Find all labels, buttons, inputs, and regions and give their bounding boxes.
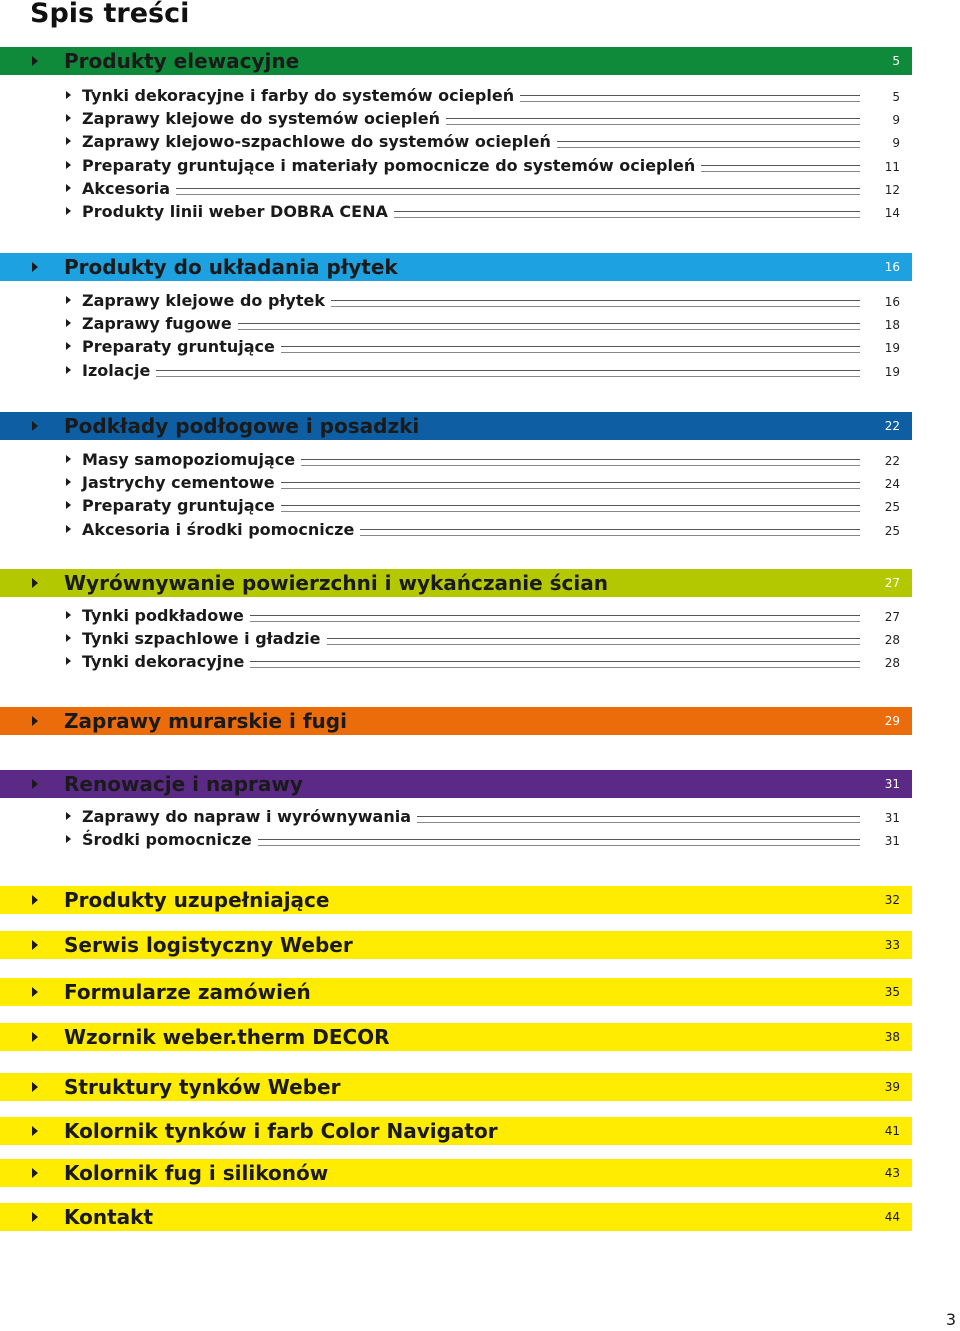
toc-entry[interactable]	[66, 494, 900, 517]
toc-entry-page-number: 5	[892, 90, 900, 104]
toc-entry-line	[82, 200, 900, 223]
section-label: Produkty do układania płytek	[64, 255, 398, 279]
section-bar[interactable]	[0, 412, 912, 440]
triangle-right-icon	[66, 207, 71, 215]
toc-entry-page-number: 11	[884, 159, 900, 174]
leader-line	[520, 95, 860, 102]
toc-entry-page-number: 24	[884, 477, 900, 492]
toc-entry-line	[82, 154, 900, 177]
toc-entry-page-number: 25	[884, 523, 900, 538]
toc-entry-line	[82, 359, 900, 382]
triangle-right-icon	[66, 91, 71, 99]
section-page-number: 22	[884, 419, 900, 433]
triangle-right-icon	[32, 578, 38, 588]
toc-entry-page-number: 12	[884, 182, 900, 197]
toc-entry-page-number: 19	[884, 364, 900, 379]
section-page-number: 29	[884, 714, 900, 728]
triangle-right-icon	[32, 895, 38, 905]
triangle-right-icon	[66, 342, 71, 350]
triangle-right-icon	[32, 262, 38, 272]
toc-entry-page-number: 28	[884, 656, 900, 671]
triangle-right-icon	[66, 525, 71, 533]
section-bar[interactable]	[0, 886, 912, 914]
leader-line	[701, 165, 860, 172]
toc-entry-line	[82, 627, 900, 650]
section-label: Struktury tynków Weber	[64, 1075, 341, 1099]
section-bar[interactable]	[0, 569, 912, 597]
toc-entry-page-number: 9	[892, 113, 900, 128]
toc-entry-label: Środki pomocnicze	[82, 830, 252, 850]
toc-entry-page-number: 16	[884, 295, 900, 309]
triangle-right-icon	[66, 657, 71, 665]
section-page-number: 31	[884, 777, 900, 791]
triangle-right-icon	[66, 137, 71, 145]
toc-entry-line	[82, 84, 900, 107]
section-label: Produkty uzupełniające	[64, 888, 330, 912]
leader-line	[258, 839, 860, 846]
triangle-right-icon	[32, 779, 38, 789]
section-page-number: 32	[884, 893, 900, 907]
toc-entry-label: Zaprawy klejowe do płytek	[82, 291, 325, 310]
toc-entry[interactable]	[66, 650, 900, 673]
toc-entry[interactable]	[66, 518, 900, 541]
triangle-right-icon	[32, 421, 38, 431]
section-page-number: 39	[884, 1080, 900, 1094]
leader-line	[176, 188, 860, 195]
toc-entry-line	[82, 518, 900, 541]
triangle-right-icon	[66, 611, 71, 619]
section-bar[interactable]	[0, 707, 912, 735]
toc-entry-label: Izolacje	[82, 360, 151, 380]
toc-entry[interactable]	[66, 154, 900, 177]
triangle-right-icon	[66, 296, 71, 304]
triangle-right-icon	[32, 56, 38, 66]
section-label: Kolornik tynków i farb Color Navigator	[64, 1119, 498, 1143]
section-label: Kontakt	[64, 1205, 154, 1229]
toc-entry-label: Zaprawy fugowe	[82, 314, 232, 334]
page-number: 3	[945, 1310, 956, 1329]
toc-entry[interactable]	[66, 130, 900, 153]
toc-entry-line	[82, 828, 900, 851]
triangle-right-icon	[66, 455, 71, 463]
triangle-right-icon	[32, 1212, 38, 1222]
triangle-right-icon	[32, 940, 38, 950]
toc-entry-line	[82, 448, 900, 471]
section-bar[interactable]	[0, 253, 912, 281]
toc-entry-label: Zaprawy klejowe do systemów ociepleń	[82, 109, 440, 129]
toc-entry[interactable]	[66, 828, 900, 851]
toc-entry-page-number: 31	[884, 834, 900, 849]
section-label: Podkłady podłogowe i posadzki	[64, 414, 420, 438]
toc-entry-page-number: 19	[884, 341, 900, 356]
section-page-number: 5	[892, 54, 900, 68]
section-page-number: 33	[884, 938, 900, 952]
toc-entry-label: Tynki dekoracyjne i farby do systemów ociepleń	[82, 86, 515, 105]
triangle-right-icon	[66, 366, 71, 374]
leader-line	[417, 816, 860, 823]
toc-entry-line	[82, 471, 900, 494]
toc-entry-label: Akcesoria	[82, 178, 171, 198]
triangle-right-icon	[66, 161, 71, 169]
triangle-right-icon	[32, 1032, 38, 1042]
triangle-right-icon	[66, 114, 71, 122]
triangle-right-icon	[32, 1082, 38, 1092]
toc-entry[interactable]	[66, 312, 900, 335]
toc-entry-label: Tynki szpachlowe i gładzie	[82, 629, 321, 649]
triangle-right-icon	[66, 634, 71, 642]
section-label: Kolornik fug i silikonów	[64, 1161, 329, 1185]
section-bar[interactable]	[0, 47, 912, 75]
section-label: Wyrównywanie powierzchni i wykańczanie ścian	[64, 571, 608, 595]
section-bar[interactable]	[0, 1159, 912, 1187]
section-page-number: 16	[884, 260, 900, 274]
leader-line	[281, 482, 860, 489]
leader-line	[394, 211, 860, 218]
triangle-right-icon	[66, 478, 71, 486]
leader-line	[446, 118, 860, 125]
triangle-right-icon	[32, 716, 38, 726]
leader-line	[156, 370, 860, 377]
toc-entry-page-number: 31	[884, 811, 900, 825]
section-bar[interactable]	[0, 1023, 912, 1051]
triangle-right-icon	[66, 319, 71, 327]
triangle-right-icon	[32, 987, 38, 997]
leader-line	[331, 300, 860, 307]
toc-entry-line	[82, 335, 900, 358]
toc-entry[interactable]	[66, 335, 900, 358]
leader-line	[238, 323, 860, 330]
toc-entry[interactable]	[66, 84, 900, 107]
section-label: Renowacje i naprawy	[64, 772, 303, 796]
toc-entry[interactable]	[66, 359, 900, 382]
section-page-number: 38	[884, 1030, 900, 1044]
section-label: Serwis logistyczny Weber	[64, 933, 353, 957]
toc-entry-line	[82, 107, 900, 130]
triangle-right-icon	[32, 1168, 38, 1178]
section-bar[interactable]	[0, 931, 912, 959]
leader-line	[360, 529, 860, 536]
toc-entry-page-number: 9	[892, 136, 900, 151]
section-bar[interactable]	[0, 978, 912, 1006]
toc-entry-line	[82, 177, 900, 200]
section-bar[interactable]	[0, 1203, 912, 1231]
toc-entry[interactable]	[66, 627, 900, 650]
toc-entry-label: Jastrychy cementowe	[82, 473, 275, 493]
section-label: Formularze zamówień	[64, 980, 311, 1004]
triangle-right-icon	[66, 812, 71, 820]
toc-entry[interactable]	[66, 471, 900, 494]
toc-entry-line	[82, 312, 900, 335]
toc-entry-line	[82, 494, 900, 517]
section-page-number: 27	[884, 576, 900, 590]
toc-entry-page-number: 22	[884, 454, 900, 468]
toc-entry[interactable]	[66, 604, 900, 627]
leader-line	[250, 615, 860, 622]
leader-line	[557, 141, 860, 148]
section-label: Produkty elewacyjne	[64, 49, 300, 73]
toc-entry-line	[82, 805, 900, 828]
section-bar[interactable]	[0, 770, 912, 798]
toc-entry[interactable]	[66, 805, 900, 828]
section-label: Wzornik weber.therm DECOR	[64, 1025, 390, 1049]
section-label: Zaprawy murarskie i fugi	[64, 709, 347, 733]
toc-entry-page-number: 27	[884, 610, 900, 624]
toc-entry-line	[82, 650, 900, 673]
section-page-number: 41	[884, 1124, 900, 1138]
toc-entry[interactable]	[66, 448, 900, 471]
triangle-right-icon	[66, 835, 71, 843]
toc-entry-label: Zaprawy do napraw i wyrównywania	[82, 807, 412, 826]
toc-entry[interactable]	[66, 200, 900, 223]
toc-entry-label: Preparaty gruntujące	[82, 496, 275, 516]
toc-entry-label: Akcesoria i środki pomocnicze	[82, 519, 355, 539]
leader-line	[281, 505, 860, 512]
toc-entry-page-number: 18	[884, 318, 900, 333]
toc-entry-label: Preparaty gruntujące	[82, 337, 275, 357]
toc-entry-label: Preparaty gruntujące i materiały pomocnicze do systemów ociepleń	[82, 155, 696, 175]
toc-entry-line	[82, 130, 900, 153]
toc-entry-label: Tynki podkładowe	[82, 606, 244, 625]
toc-entry[interactable]	[66, 289, 900, 312]
page-title: Spis treści	[30, 0, 190, 29]
leader-line	[327, 638, 860, 645]
leader-line	[250, 661, 860, 668]
toc-entry[interactable]	[66, 177, 900, 200]
section-bar[interactable]	[0, 1073, 912, 1101]
toc-entry-label: Produkty linii weber DOBRA CENA	[82, 202, 388, 221]
toc-entry-line	[82, 289, 900, 312]
section-page-number: 35	[884, 985, 900, 999]
section-page-number: 43	[884, 1166, 900, 1180]
toc-entry-label: Tynki dekoracyjne	[82, 652, 245, 672]
toc-entry-page-number: 28	[884, 633, 900, 648]
triangle-right-icon	[32, 1126, 38, 1136]
leader-line	[281, 346, 860, 353]
section-bar[interactable]	[0, 1117, 912, 1145]
toc-entry[interactable]	[66, 107, 900, 130]
toc-entry-line	[82, 604, 900, 627]
leader-line	[301, 459, 860, 466]
toc-entry-label: Masy samopoziomujące	[82, 450, 296, 469]
toc-entry-label: Zaprawy klejowo-szpachlowe do systemów ociepleń	[82, 132, 551, 152]
toc-entry-page-number: 14	[884, 206, 900, 220]
toc-entry-page-number: 25	[884, 500, 900, 515]
triangle-right-icon	[66, 184, 71, 192]
section-page-number: 44	[884, 1210, 900, 1224]
triangle-right-icon	[66, 501, 71, 509]
